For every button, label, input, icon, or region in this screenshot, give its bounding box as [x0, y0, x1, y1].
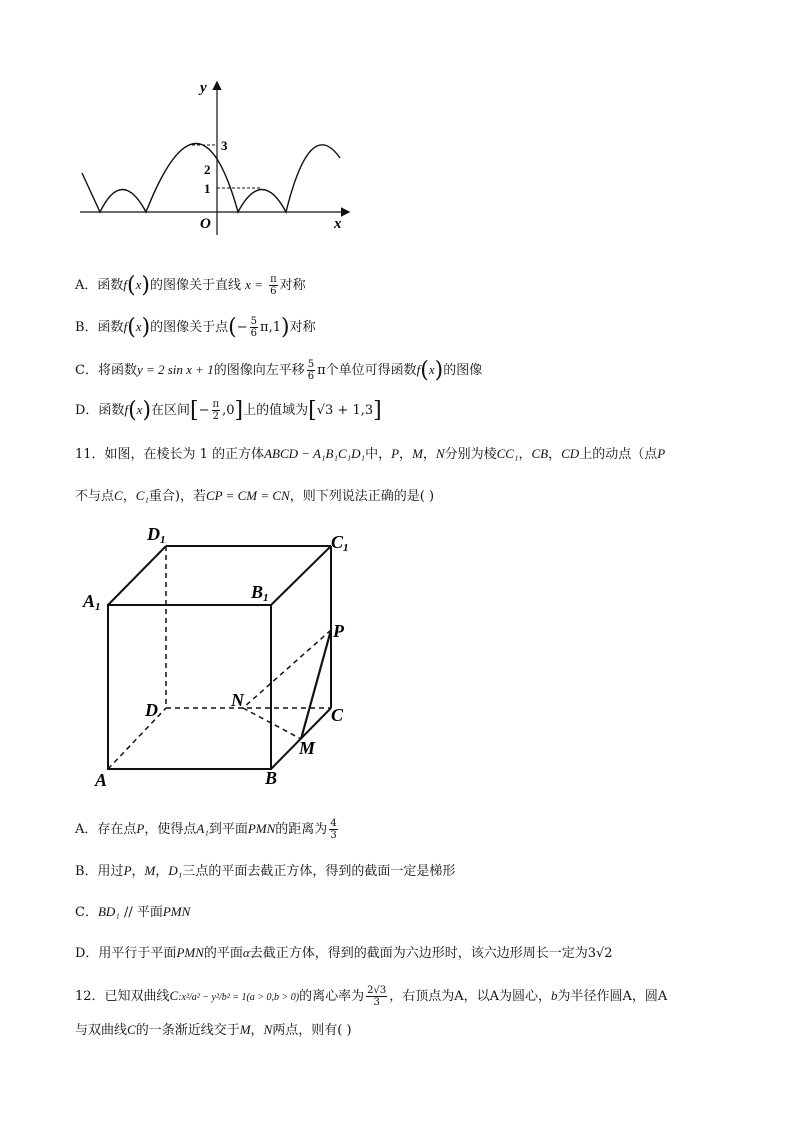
vertex-label-b1: B1: [251, 582, 269, 604]
option-11-a: A．存在点P，使得点A₁到平面PMN的距离为 $\frac{4}{3}$: [75, 818, 337, 841]
question-11-line2: 不与点C，C₁重合)，若CP = CM = CN，则下列说法正确的是( ): [75, 488, 435, 504]
question-11-line1: 11．如图，在棱长为 1 的正方体ABCD − A₁B₁C₁D₁中，P，M，N分别为棱CC₁，CB，CD上的动点（点P: [75, 446, 666, 462]
option-11-d: D．用平行于平面PMN的平面α去截正方体，得到的截面为六边形时，该六边形周长一定为3√2: [75, 945, 613, 961]
question-12-line2: 与双曲线C的一条渐近线交于M，N两点，则有( ): [75, 1022, 352, 1038]
curve: [82, 144, 340, 213]
tick-label-2: 2: [204, 162, 211, 177]
option-10-b: B．函数f(x)的图像关于点(− $\frac{5}{6}$ π,1)对称: [75, 315, 316, 340]
edge-a1d1: [108, 546, 166, 605]
x-axis-label: x: [334, 216, 342, 232]
fraction: $\frac{\pi}{2}$: [212, 399, 220, 422]
point-label-n: N: [231, 690, 244, 710]
option-10-a: A．函数f(x)的图像关于直线 x = $\frac{\pi}{6}$ 对称: [75, 273, 306, 298]
function-graph: [70, 75, 360, 240]
fraction: $\frac{2√3}{3}$: [367, 985, 387, 1008]
question-12-line1: 12．已知双曲线C:x²/a² − y²/b² = 1(a > 0,b > 0)的离心率为 $\frac{2√3}{3}$ ，右顶点为A，以A为圆心，b为半径作圆A，圆A: [75, 985, 668, 1008]
point-label-m: M: [299, 738, 316, 758]
option-11-c: C．BD₁ // 平面PMN: [75, 904, 191, 920]
y-axis-label: y: [200, 80, 207, 96]
vertex-label-d: D: [145, 700, 158, 720]
cube-figure: [75, 520, 375, 795]
vertex-label-c1: C1: [331, 532, 349, 554]
edge-b1c1: [271, 546, 331, 605]
vertex-label-b: B: [265, 768, 278, 788]
vertex-label-a: A: [95, 770, 108, 790]
front-face: [108, 605, 271, 769]
tick-label-1: 1: [204, 181, 211, 196]
vertex-label-d1: D1: [147, 524, 166, 546]
fraction: $\frac{\pi}{6}$: [270, 274, 277, 297]
segment-pn: [243, 630, 331, 708]
vertex-label-a1: A1: [83, 591, 101, 613]
option-10-c: C．将函数y = 2 sin x + 1的图像向左平移 $\frac{5}{6}$ π个单位可得函数f(x)的图像: [75, 358, 483, 383]
fraction: $\frac{5}{6}$: [307, 359, 315, 382]
origin-label: O: [200, 216, 211, 232]
tick-label-3: 3: [221, 138, 228, 153]
fraction: $\frac{4}{3}$: [330, 818, 337, 841]
option-10-d: D．函数f(x)在区间[− $\frac{\pi}{2}$ ,0]上的值域为[√3 + 1,3]: [75, 398, 382, 423]
option-11-b: B．用过P，M，D₁三点的平面去截正方体，得到的截面一定是梯形: [75, 863, 456, 879]
fraction: $\frac{5}{6}$: [250, 316, 258, 339]
point-label-p: P: [333, 621, 344, 641]
vertex-label-c: C: [331, 705, 344, 725]
